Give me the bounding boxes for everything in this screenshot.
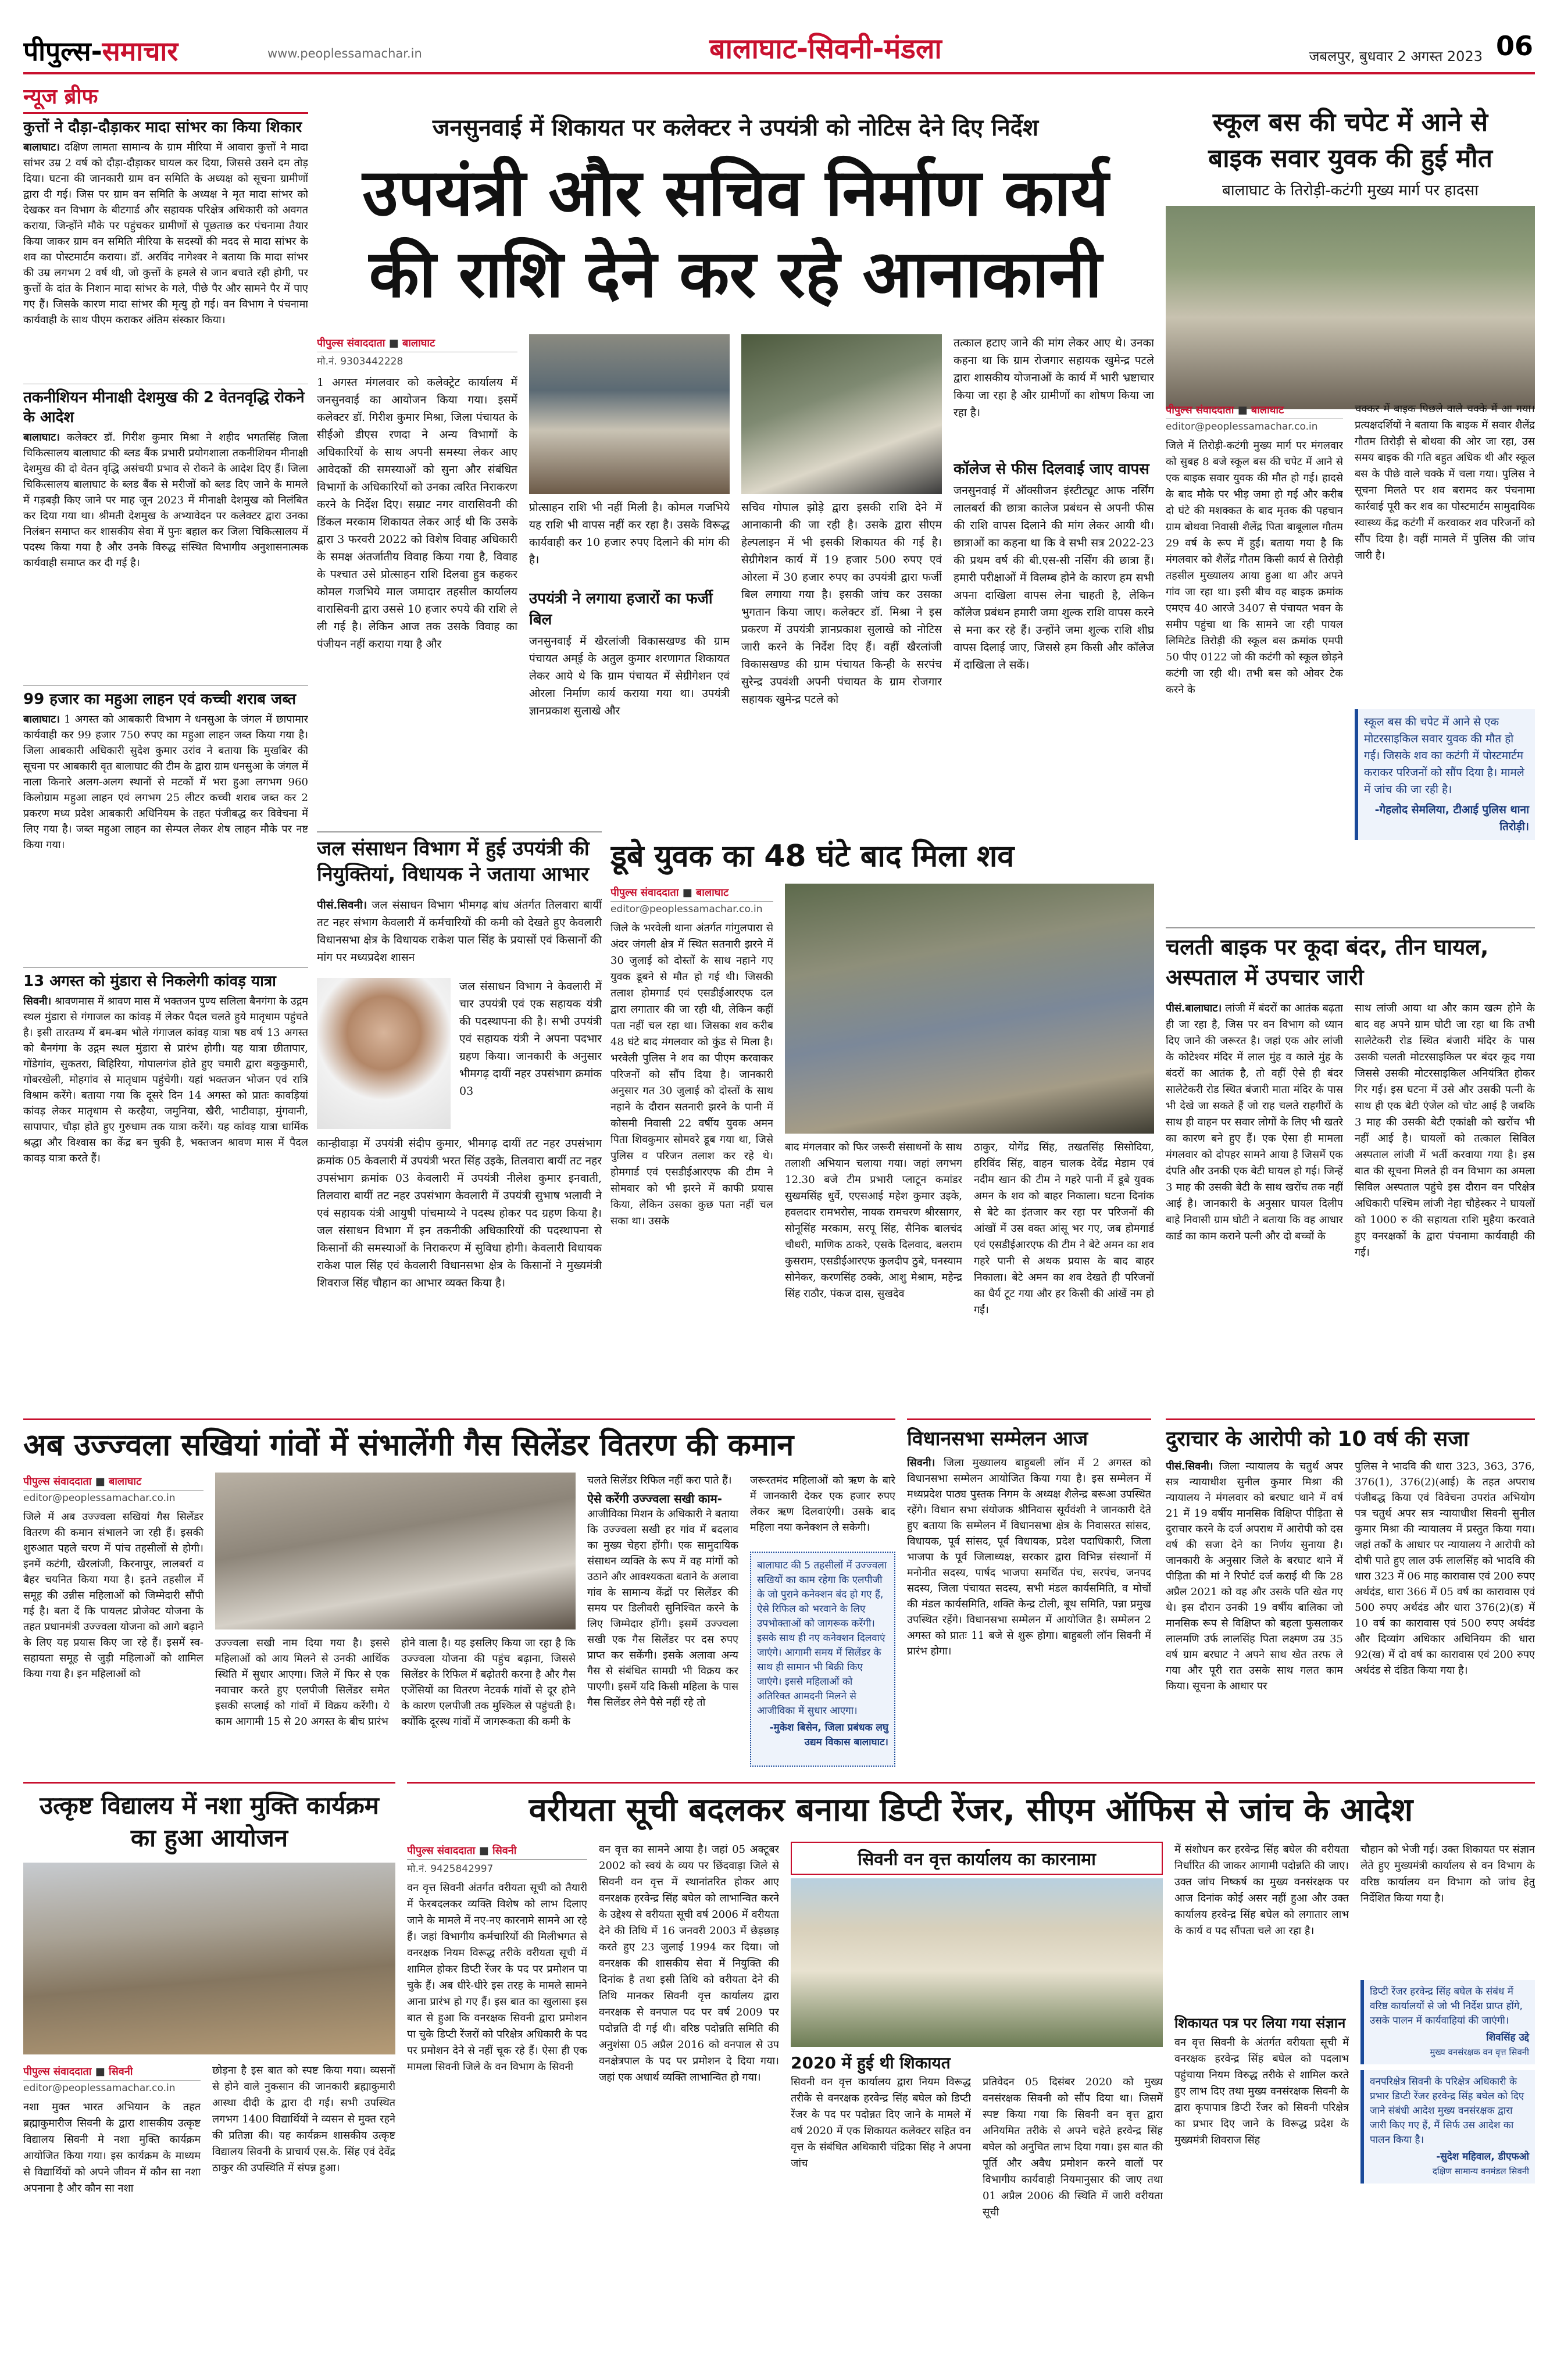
story-text: जनसुनवाई में खैरलांजी विकासखण्ड की ग्राम पंचायत अम्ई के अतुल कुमार शरणागत शिकायत लेकर आये थे कि ग्राम पंचायत में सेग्रीगेशन एवं ओरला निर्माण कार्य कराया गया था। उपयंत्री ज्ञानप्रकाश सुलाखे और xyxy=(529,635,730,717)
subheading: शिकायत पत्र पर लिया गया संज्ञान xyxy=(1174,2015,1346,2031)
news-brief-header: न्यूज ब्रीफ xyxy=(23,81,308,114)
byline: पीपुल्स संवाददाता ■ सिवनी xyxy=(23,2063,201,2081)
ccf-quote: डिप्टी रेंजर हरवेन्द्र सिंह बघेल के संबंध में वरिष्ठ कार्यालयों से जो भी निर्देश प्राप्त होंगे, उसके पालन में कार्यवाहियां की जाएंगी। शिवसिंह उद्दे मुख्य वनसंरक्षक वन वृत्त सिवनी xyxy=(1360,1980,1535,2064)
story-text: वन वृत्त सिवनी अंतर्गत वरीयता सूची को तैयारी में फेरबदलकर व्यक्ति विशेष को लाभ दिलाए जाने के मामले में नए-नए कारनामे सामने आ रहे हैं। जहां विभागीय कर्मचारियों की मिलीभगत से वनरक्षक नियम विरूद्ध तरीके वरीयता सूची में शामिल होकर डिप्टी रेंजर के पद पर प्रमोशन पा चुके हैं। अब धीरे-धीरे इस तरह के मामले सामने आना प्रारंभ हो गए हैं। इस बात का खुलासा इस बात से हुआ कि वनरक्षक सिवनी द्वारा प्रमोशन पा चुके डिप्टी रेंजरों को परिक्षेत्र अधिकारी के पद पर प्रमोशन देने से नहीं चूक रहे हैं। ऐसा ही एक मामला सिवनी जिले के वन विभाग के सिवनी xyxy=(407,1882,587,2073)
lead-kicker: जनसुनवाई में शिकायत पर कलेक्टर ने उपयंत्री को नोटिस देने दिए निर्देश xyxy=(432,115,1039,141)
assembly-conference-story xyxy=(907,1418,1151,1767)
story-text: जल संसाधन विभाग ने केवलारी में चार उपयंत्री एवं एक सहायक यंत्री की पदस्थापना की है। सभी उपयंत्री एवं सहायक यंत्री ने अपना पदभार ग्रहण किया। जानकारी के अनुसार भीमगढ़ दायीं नहर उपसंभाग क्रमांक 03 xyxy=(459,980,602,1098)
story-text: साथ लांजी आया था और काम खत्म होने के बाद वह अपने ग्राम घोटी जा रहा था कि तभी सालेटेकरी रोड स्थित बंजारी मंदिर के पास उसकी चलती मोटरसाइकिल पर बंदर कूद गया जिससे उसकी मोटरसाइकिल अनियंत्रित होकर गिर गई। इस घटना में उसे और उसकी पत्नी के साथ ही एक बेटी एंजेल को चोट आई है जबकि 3 माह की उसकी बेटी एकांक्षी को खरोंच भी नहीं आई है। घायलों को तत्काल सिविल अस्पताल लांजी में भर्ती करवाया गया है। इस बात की सूचना मिलते ही वन विभाग का अमला सिविल अस्पताल पहुंचे इस दौरान वन परिक्षेत्र अधिकारी पश्चिम लांजी नेहा चौहेस्कर ने घायलों को 1000 रु की सहायता राशि मुहैया करवाते हुए वनरक्षकों के द्वारा पंचनामा कार्यवाही की गई। xyxy=(1355,1002,1535,1259)
story-headline: उत्कृष्ट विद्यालय में नशा मुक्ति कार्यक्रम का हुआ आयोजन xyxy=(40,1791,379,1852)
story-text: ठाकुर, योगेंद्र सिंह, तखतसिंह सिसोदिया, हरिविंद सिंह, वाहन चालक देवेंद्र मेडाम एवं नदीम खान की टीम ने गहरे पानी में डूबे युवक अमन के शव को बाहर निकाला। घटना दिनांक से बेटे का इंतजार कर रहा पर परिजनों की आंखों में उस वक्त आंसू भर गए, जब होमगार्ड एवं एसडीईआरएफ की टीम ने बेटे अमन का शव गहरे पानी से अथक प्रयास के बाद बाहर निकाला। बेटे अमन का शव देखते ही परिजनों का धैर्य टूट गया और हर किसी की आंखें नम हो गईं। xyxy=(974,1141,1154,1316)
section-title: बालाघाट-सिवनी-मंडला xyxy=(709,33,942,65)
byline: पीपुल्स संवाददाता ■ बालाघाट xyxy=(610,884,773,902)
story-text: पीसं.बालाघाट। लांजी में बंदरों का आतंक बढ़ता ही जा रहा है, जिस पर वन विभाग को ध्यान दिए जाने की जरूरत है। जहां एक ओर लांजी के कोटेश्वर मंदिर में लाल मुंह व काले मुंह के बंदरों का आतंक है, तो वहीं ऐसे ही बंदर सालेटेकरी रोड स्थित बंजारी माता मंदिर के पास भी देखे जा सकते हैं जो राह चलते राहगीरों के साथ ही वाहन पर सवार लोगों के लिए भी खतरे का कारण बने हुए हैं। एक ऐसा ही मामला मंगलवार को दोपहर सामने आया है जिसमें एक दंपति और उनकी एक बेटी घायल हो गई। जिन्हें 3 माह की उसकी बेटी के साथ खरोंच तक नहीं आई है। जानकारी के अनुसार घायल दिलीप बाहे निवासी ग्राम घोटी ने बताया कि वह आधार कार्ड का काम कराने पत्नी और दो बच्चों के xyxy=(1166,1002,1343,1242)
mla-portrait xyxy=(317,978,451,1129)
story-text: वन वृत्त सिवनी के अंतर्गत वरीयता सूची में वनरक्षक हरवेन्द्र सिंह बघेल को पदलाभ पहुंचाया नियम विरुद्ध तरीके से शामिल करते हुए लाभ दिए तथा मुख्य वनसंरक्षक सिवनी के द्वारा कृपापात्र डिप्टी रेंजर को सिवनी परिक्षेत्र का प्रभार दिए जाने के विरूद्ध प्रदेश के मुख्यमंत्री शिवराज सिंह xyxy=(1174,2036,1349,2146)
story-text: चौहान को भेजी गई। उक्त शिकायत पर संज्ञान लेते हुए मुख्यमंत्री कार्यालय से वन विभाग के वरिष्ठ कार्यालय वन विभाग को जांच हेतु निर्देशित किया गया है। xyxy=(1360,1843,1535,1904)
lead-story xyxy=(317,334,1154,857)
school-story xyxy=(23,1782,395,2363)
brief-text: बालाघाट। दक्षिण लामता सामान्य के ग्राम मीरिया में आवारा कुत्तों ने मादा सांभर उम्र 2 वर्ष को दौड़ा-दौड़ाकर घायल कर दिया, जिससे उसने दम तोड़ दिया। घटना की जानकारी ग्राम वन समिति के अध्यक्ष को सूचना ग्रामीणों द्वारा दी गई। जिस पर ग्राम वन समिति के अध्यक्ष ने मृत मादा सांभर को देखकर वन विभाग के बीटगार्ड और सहायक परिक्षेत्र अधिकारी को अवगत कराया, जिन्होंने मौके पर पहुंचकर ग्रामीणों से पूछताछ कर पंचनामा तैयार किया जाकर ग्राम वन समिति मीरिया के सदस्यों की मदद से मादा सांभर के शव का पोस्टमार्टम कराया। डॉ. अरविंद नागेश्वर ने बताया कि मादा सांभर की उम्र लगभग 2 वर्ष थी, जो कुत्तों के हमले से जान बचाते रही होगी, पर कुत्तों के दांत के निशान मादा सांभर के गले, पीछे पैर और सामने पैर में पाए गए हैं। जिसके कारण मादा सांभर की मृत्यु हो गई। वन विभाग ने पंचनामा कार्यवाही के साथ पीएम कराकर अंतिम संस्कार किया। xyxy=(23,141,308,326)
story-text: चलते सिलेंडर रिफिल नहीं करा पाते हैं। xyxy=(587,1474,732,1486)
subheading: 2020 में हुई थी शिकायत xyxy=(791,2053,951,2072)
office-photo-label: सिवनी वन वृत्त कार्यालय का कारनामा xyxy=(791,1842,1163,1875)
byline: पीपुल्स संवाददाता ■ बालाघाट xyxy=(1166,401,1343,419)
bus-accident-story xyxy=(1166,105,1535,924)
email-address[interactable]: editor@peoplessamachar.co.in xyxy=(23,2082,176,2094)
accident-photo xyxy=(1166,206,1535,409)
news-brief-column xyxy=(23,81,308,1424)
story-text: पुलिस ने भादवि की धारा 323, 363, 376, 376(1), 376(2)(आई) के तहत अपराध पंजीबद्ध किया एवं विवेचना उपरांत अभियोग पत्र चतुर्थ अपर सत्र न्यायाधीश सिवनी सुनील कुमार मिश्रा की न्यायालय में प्रस्तुत किया गया। जहां तर्कों के आधार पर न्यायालय ने आरोपी को दोषी पाते हुए लाल उर्फ लालसिंह को भादवि की धारा 323 में 06 माह कारावास एवं 200 रुपए अर्थदंड, धारा 366 में 05 वर्ष का कारावास एवं 500 रुपए अर्थदंड और धारा 376(2)(ड) में 10 वर्ष का कारावास एवं 500 रुपए अर्थदंड और दिव्यांग अधिकार अधिनियम की धारा 92(ख) में दो वर्ष का कारावास एवं 200 रुपए अर्थदंड से दंडित किया गया है। xyxy=(1355,1460,1535,1677)
story-text: कान्हीवाड़ा में उपयंत्री संदीप कुमार, भीमगढ़ दायीं तट नहर उपसंभाग क्रमांक 05 केवलारी में उपयंत्री भरत सिंह उइके, तिलवारा बायीं तट नहर उपसंभाग क्रमांक 03 केवलारी में उपयंत्री नीलेश कुमार इनवाती, तिलवारा बायीं तट नहर उपसंभाग केवलारी में उपयंत्री सुभाष भलावी ने एवं सहायक यंत्री आयुषी पांचमाय्ये ने पदस्थ होकर पद ग्रहण किया है। जल संसाधन विभाग में इन तकनीकी अधिकारियों की पदस्थापना से किसानों की समस्याओं के निराकरण में सुविधा होगी। केवलारी विधायक राकेश पाल सिंह एवं केवलारी विधानसभा क्षेत्र के किसानों ने मुख्यमंत्री शिवराज सिंह चौहान का आभार व्यक्त किया है। xyxy=(317,1137,602,1289)
page-number: 06 xyxy=(1495,30,1533,62)
story-text: प्रोत्साहन राशि भी नहीं मिली है। कोमल गजभिये यह राशि भी वापस नहीं कर रहा है। उसके विरूद्ध कार्यवाही कर 10 हजार रुपए दिलाने की मांग की है। xyxy=(529,501,730,566)
police-quote: स्कूल बस की चपेट में आने से एक मोटरसाइकिल सवार युवक की मौत हो गई। जिसके शव का कटंगी में पोस्टमार्टम कराकर परिजनों को सौंप दिया है। मामले में जांच की जा रही है। -गेहलोद सेमलिया, टीआई पुलिस थाना तिरोड़ी। xyxy=(1355,709,1535,840)
story-text: छोड़ना है इस बात को स्पष्ट किया गया। व्यसनों से होने वाले नुकसान की जानकारी ब्रह्माकुमारी आस्था दीदी के द्वारा दी गई। सभी उपस्थित लगभग 1400 विद्यार्थियों ने व्यसन से मुक्त रहने की प्रतिज्ञा की। यह कार्यक्रम शासकीय उत्कृष्ट विद्यालय सिवनी के प्राचार्य एस.के. सिंह एवं देवेंद्र ठाकुर की उपस्थिति में संपन्न हुआ। xyxy=(212,2064,395,2174)
byline: पीपुल्स संवाददाता ■ सिवनी xyxy=(407,1842,587,1860)
story-text: प्रतिवेदन 05 दिसंबर 2020 को मुख्य वनसंरक्षक सिवनी को सौंप दिया था। जिसमें स्पष्ट किया गया कि सिवनी वन वृत्त द्वारा अनियमित तरीके से अपने चहेते हरवेन्द्र सिंह बघेल को अनुचित लाभ दिया गया। इस बात की पूर्ति और अवैध प्रमोशन करने वालों पर विभागीय कार्यवाही नियमानुसार की जाए तथा 01 अप्रैल 2006 की स्थिति में जारी वरीयता सूची xyxy=(983,2076,1163,2218)
ujjwala-story xyxy=(23,1418,895,1767)
brief-text: बालाघाट। कलेक्टर डॉ. गिरीश कुमार मिश्रा ने शहीद भगतसिंह जिला चिकित्सालय बालाघाट की ब्लड बैंक प्रभारी प्रयोगशाला तकनीशियन मीनाक्षी देशमुख की दो वेतन वृद्धि असंचयी प्रभाव से रोकने के आदेश दिए हैं। जिला चिकित्सालय बालाघाट के ब्लड बैंक से मरीजों को ब्लड दिए जाने के मामले में गड़बड़ी किए जाने पर माह जून 2023 में मीनाक्षी देशमुख को निलंबित कर दिया गया था। श्रीमती देशमुख के अभ्यावेदन पर कलेक्टर द्वारा उनका निलंबन समाप्त कर शासकीय सेवा में पुनः बहाल कर जिला चिकित्सालय में पदस्थ किया गया है और उनके विरुद्ध संस्थित विभागीय अनुशासनात्मक कार्यवाही समाप्त कर दी गई है। xyxy=(23,431,308,569)
story-text: पीसं.सिवनी। जल संसाधन विभाग भीमगढ़ बांध अंतर्गत तिलवारा बायीं तट नहर संभाग केवलारी में कर्मचारियों की कमी को देखते हुए केवलारी विधानसभा क्षेत्र के विधायक राकेश पाल सिंह के प्रयासों एवं किसानों की मांग पर मध्यप्रदेश शासन xyxy=(317,899,602,964)
story-text: तत्काल हटाए जाने की मांग लेकर आए थे। उनका कहना था कि ग्राम रोजगार सहायक खुमेन्द्र पटले द्वारा शासकीय योजनाओं के कार्य में भारी भ्रष्टाचार किया जा रहा है और ग्रामीणों का शोषण किया जा रहा है। xyxy=(954,337,1154,419)
website-url[interactable]: www.peoplessamachar.in xyxy=(267,47,422,60)
mobile-number: मो.नं. 9303442228 xyxy=(317,356,403,367)
water-story xyxy=(317,831,602,1407)
masthead xyxy=(23,26,1535,74)
hearing-photo xyxy=(529,334,730,494)
email-address[interactable]: editor@peoplessamachar.co.in xyxy=(1166,421,1318,433)
court-sentence-story xyxy=(1166,1418,1535,1767)
subheading: कॉलेज से फीस दिलवाई जाए वापस xyxy=(954,460,1149,478)
dateline: जबलपुर, बुधवार 2 अगस्त 2023 xyxy=(1309,48,1483,65)
hearing-photo xyxy=(741,334,942,494)
ujjwala-meeting-photo xyxy=(215,1473,576,1629)
story-text: जिले के भरवेली थाना अंतर्गत गांगुलपारा से अंदर जंगली क्षेत्र में स्थित सतनारी झरने में 30 जुलाई को दोस्तों के साथ नहाने गए युवक डूबने से मौत हो गई थी। जिसकी तलाश होमगार्ड एवं एसडीईआरएफ दल द्वारा लगातार की जा रही थी, लेकिन कहीं पता नहीं चल रहा था। जिसका शव करीब 48 घंटे बाद मंगलवार को कुंड से मिला है। भरवेली पुलिस ने शव का पीएम करवाकर परिजनों को सौंप दिया है। जानकारी अनुसार गत 30 जुलाई को दोस्तों के साथ नहाने के दौरान सतनारी झरने के पानी में कोसमी निवासी 22 वर्षीय युवक अमन पिता शिवकुमार सोमवरे डूब गया था, जिसे पुलिस व परिजन तलाश कर रहे थे। होमगार्ड एवं एसडीईआरएफ की टीम ने सोमवार को भी झरने में काफी प्रयास किया, लेकिन उसका कुछ पता नहीं चल सका था। उसके xyxy=(610,922,773,1227)
mobile-number: मो.नं. 9425842997 xyxy=(407,1863,494,1875)
story-text: सिवनी। जिला मुख्यालय बाहुबली लॉन में 2 अगस्त को विधानसभा सम्मेलन आयोजित किया गया है। इस सम्मेलन में मध्यप्रदेश पाठ्य पुस्तक निगम के अध्यक्ष शैलेन्द्र बरूआ उपस्थित रहेंगे। विधान सभा संयोजक श्रीनिवास सूर्यवंशी ने जानकारी देते हुए बताया कि सम्मेलन में विधानसभा क्षेत्र के निवासरत सांसद, विधायक, पूर्व सांसद, पूर्व विधायक, प्रदेश पदाधिकारी, जिला भाजपा के पूर्व जिलाध्यक्ष, सरकार द्वारा विभिन्न संस्थानों में मनोनीत सदस्य, पार्षद भाजपा समर्थित पंच, सरपंच, जनपद सदस्य, जिला पंचायत सदस्य, सभी मंडल कार्यसमिति, व मोर्चों की मंडल कार्यसमिति, शक्ति केन्द्र टोली, बूथ समिति, पन्ना प्रमुख उपस्थित रहेंगे। विधानसभा सम्मेलन में आयोजित है। सम्मेलन 2 अगस्त को प्रातः 11 बजे से शुरू होगा। बाहुबली लॉन सिवनी में प्रारंभ होगा। xyxy=(907,1457,1151,1657)
brief-title: 13 अगस्त को मुंडारा से निकलेगी कांवड़ यात्रा xyxy=(23,967,308,991)
publication-logo: पीपुल्स-समाचार xyxy=(23,35,178,67)
story-text: में संशोधन कर हरवेन्द्र सिंह बघेल की वरीयता निर्धारित की जाकर आगामी पदोन्नति की जाए। उक्त जांच निष्कर्ष का मुख्य वनसंरक्षक पर आज दिनांक कोई असर नहीं हुआ और उक्त कार्यालय हरवेन्द्र सिंह बघेल को लगातार लाभ के कार्य व पद सौंपता चले आ रहा है। xyxy=(1174,1843,1349,1937)
story-headline: चलती बाइक पर कूदा बंदर, तीन घायल, अस्पताल में उपचार जारी xyxy=(1166,934,1489,990)
story-text: जरूरतमंद महिलाओं को ऋण के बारे में जानकारी देकर एक हजार रुपए लेकर ऋण दिलवाएंगी। उसके बाद महिला नया कनेक्शन ले सकेगी। xyxy=(750,1474,895,1534)
story-text: सचिव गोपाल झोड़े द्वारा इसकी राशि देने में आनाकानी की जा रही है। उसके द्वारा सीएम हेल्पलाइन में भी इसकी शिकायत की गई है। सेग्रीगेशन कार्य में 19 हजार 500 रुपए एवं ओरला में 30 हजार रुपए का उपयंत्री द्वारा फर्जी बिल लगाया गया है। इसकी जांच कर उसका भुगतान किया जाए। कलेक्टर डॉ. मिश्रा ने इस प्रकरण में उपयंत्री ज्ञानप्रकाश सुलाखे को नोटिस जारी करने के निर्देश दिए हैं। वहीं खैरलांजी विकासखण्ड की ग्राम पंचायत किन्ही के सरपंच सुरेन्द्र उपवंशी अपनी पंचायत के ग्राम रोजगार सहायक खुमेन्द्र पटले को xyxy=(741,501,942,706)
subheading: उपयंत्री ने लगाया हजारों का फर्जी बिल xyxy=(529,590,713,628)
story-text: आजीविका मिशन के अधिकारी ने बताया कि उज्ज्वला सखी हर गांव में बदलाव का मुख्य चेहरा होंगी। एक सामुदायिक संसाधन व्यक्ति के रूप में वह मांगों को उठाने और आवश्यकता बताने के अलावा गांव के सामान्य केंद्रों पर सिलेंडर की समय पर डिलीवरी सुनिश्चित करने के लिए जिम्मेदार होंगी। इसमें उज्ज्वला सखी एक गैस सिलेंडर पर दस रुपए प्राप्त कर सकेंगी। इसके अलावा अन्य गैस से संबंधित सामग्री भी विक्रय कर पाएगी। इसमें यदि किसी महिला के पास गैस सिलेंडर लेने पैसे नहीं रहे तो xyxy=(587,1508,738,1709)
brief-text: सिवनी। श्रावणमास में श्रावण मास में भक्तजन पुण्य सलिला बैनगंगा के उद्गम स्थल मुंडारा से गंगाजल का कांवड़ में लेकर पैदल चलते हुये मातृधाम पहुंचते है। इसी तारतम्य में बम-बम भोले गंगाजल कांवड़ यात्रा षष्ठ वर्ष 13 अगस्त को बैनगंगा के उद्गम स्थल मुंडारा से प्रारंभ होगी। यह यात्रा छीतापार, गोंडेगांव, सुकतरा, बिहिरिया, गोपालगंज होते हुए चमारी द्वारा बकुकुमारी, गोबरखेली, मोहगांव से मातृधाम पहुंचेगी। यहां भक्तजन भोजन एवं रात्रि विश्राम करेंगे। बताया गया कि दूसरे दिन 14 अगस्त को प्रातः कावड़ियां कांवड़ लेकर मातृधाम से करहैया, जमुनिया, खैरी, भाटीवाड़ा, मुंगवानी, सापापार, चौड़ा होते हुए गुरुधाम तक यात्रा करेंगे। यह कांवड़ यात्रा धार्मिक श्रद्धा और विश्वास का केंद्र बन चुकी है, भक्तजन श्रावण मास में पैदल कावड़ यात्रा करते हैं। xyxy=(23,995,308,1164)
story-text: सिवनी वन वृत्त कार्यालय द्वारा नियम विरूद्ध तरीके से वनरक्षक हरवेन्द्र सिंह बघेल को डिप्टी रेंजर के पद पर पदोन्नत दिए जाने के मामले में वर्ष 2020 में एक शिकायत कलेक्टर सहित वन वृत्त के संबंधित अधिकारी चंद्रिका सिंह ने अपना जांच xyxy=(791,2076,971,2170)
story-text: पीसं.सिवनी। जिला न्यायालय के चतुर्थ अपर सत्र न्यायाधीश सुनील कुमार मिश्रा की न्यायालय ने मंगलवार को बरघाट थाने में वर्ष 21 में 19 वर्षीय मानसिक विक्षिप्त पीड़िता से दुराचार करने के दर्ज अपराध में आरोपी को दस वर्ष की सजा देने का निर्णय सुनाया है। जानकारी के अनुसार जिले के बरघाट थाने में पीड़िता की मां ने रिपोर्ट दर्ज कराई थी कि 28 अप्रैल 2021 को वह और उसके पति खेत गए थे। इस दौरान उनकी 19 वर्षीय बालिका जो मानसिक रूप से विक्षिप्त को बहला फुसलाकर लालमणि उर्फ लालसिंह पिता लक्ष्मण उम्र 35 वर्ष ग्राम बरघाट ने अपने साथ खेत तरफ ले गया और पूरी रात उसके साथ गलत काम किया। सूचना के आधार पर xyxy=(1166,1460,1343,1692)
story-headline: डूबे युवक का 48 घंटे बाद मिला शव xyxy=(610,839,1015,874)
monkey-story xyxy=(1166,927,1535,1407)
story-headline: दुराचार के आरोपी को 10 वर्ष की सजा xyxy=(1166,1427,1469,1451)
subheading: ऐसे करेंगी उज्ज्वला सखी काम- xyxy=(587,1492,722,1506)
lead-headline: उपयंत्री और सचिव निर्माण कार्य की राशि देने कर रहे आनाकानी xyxy=(362,155,1109,312)
email-address[interactable]: editor@peoplessamachar.co.in xyxy=(610,903,763,915)
story-text: 1 अगस्त मंगलवार को कलेक्ट्रेट कार्यालय में जनसुनवाई का आयोजन किया गया। इसमें कलेक्टर डॉ. गिरीश कुमार मिश्रा, जिला पंचायत के सीईओ डीएस रणदा ने अन्य विभागों के अधिकारियों के साथ अपनी समस्या लेकर आए आवेदकों की समस्याओं को सुना और संबंधित विभागों के अधिकारियों को उनका त्वरित निराकरण करने के निर्देश दिए। सम्राट नगर वारासिवनी की डिंकल मरकाम शिकायत लेकर आई थी कि उसके द्वारा 3 फरवरी 2022 को विशेष विवाह अधिकारी के समक्ष अंतर्जातीय विवाह किया गया है, विवाह के पश्चात उसे प्रोत्साहन राशि दिलवा हुत्र कहकर कोमल गजभिये माल जमादार तहसील कार्यालय वारासिवनी द्वारा उससे 10 हजार रुपये की राशि ले ली गई है। लेकिन आज तक उसके विवाह का पंजीयन नहीं कराया गया है और xyxy=(317,376,517,651)
drowning-story xyxy=(610,837,1154,1407)
story-headline: वरीयता सूची बदलकर बनाया डिप्टी रेंजर, सीएम ऑफिस से जांच के आदेश xyxy=(528,1791,1413,1829)
dfo-quote: वनपरिक्षेत्र सिवनी के परिक्षेत्र अधिकारी के प्रभार डिप्टी रेंजर हरवेन्द्र सिंह बघेल को दिए जाने संबंधी आदेश मुख्य वनसंरक्षक द्वारा जारी किए गए हैं, मैं सिर्फ उस आदेश का पालन किया है। -सुदेश महिवाल, डीएफओ दक्षिण सामान्य वनमंडल सिवनी xyxy=(1360,2070,1535,2184)
email-address[interactable]: editor@peoplessamachar.co.in xyxy=(23,1492,176,1504)
story-text: वन वृत्त का सामने आया है। जहां 05 अक्टूबर 2002 को स्वयं के व्यय पर छिंदवाड़ा जिले से सिवनी वन वृत्त में स्थानांतरित होकर आए वनरक्षक हरवेन्द्र सिंह बघेल को लाभान्वित करने के उद्देश्य से वरीयता सूची वर्ष 2006 में वरीयता देने की तिथि में 16 जनवरी 2003 में छेड़छाड़ करते हुए 23 जुलाई 1994 कर दिया। जो वनरक्षक की शासकीय सेवा में नियुक्ति की दिनांक है तथा इसी तिथि को वरीयता देने की तिथि मानकर सिवनी वृत्त कार्यालय द्वारा वनरक्षक से वनपाल पद पर वर्ष 2009 पर पदोन्नति दी गई थी। वरिष्ठ पदोन्नति समिति की अनुशंसा 05 अप्रैल 2016 को वनपाल से उप वनक्षेत्रपाल के पद पर प्रमोशन दे दिया गया। जहां एक अधार्थ व्यक्ति लाभान्वित हो गया। xyxy=(599,1843,779,2084)
manager-quote: बालाघाट की 5 तहसीलों में उज्ज्वला सखियों का काम रहेगा कि एलपीजी के जो पुराने कनेक्शन बंद हो गए हैं, ऐसे रिफिल को भरवाने के लिए उपभोक्ताओं को जागरूक करेंगी। इसके साथ ही नए कनेक्शन दिलवाएं जाएंगे। आगामी समय में सिलेंडर के साथ ही सामान भी बिक्री किए जाएंगे। इससे महिलाओं को अतिरिक्त आमदनी मिलने से आजीविका में सुधार आएगा। -मुकेश बिसेन, जिला प्रबंधक लघु उद्यम विकास बालाघाट। xyxy=(750,1552,895,1767)
byline: पीपुल्स संवाददाता ■ बालाघाट xyxy=(23,1473,203,1491)
story-text: होने वाला है। यह इसलिए किया जा रहा है कि उज्ज्वला योजना की पहुंच बढ़ाना, जिससे सिलेंडर के रिफिल में बढ़ोतरी करना है और गैस एजेंसियों का वितरण नेटवर्क गांवों से दूर होने के कारण एलपीजी तक मुश्किल से पहुंचती है। क्योंकि दूरस्थ गांवों में जागरूकता की कमी के xyxy=(401,1637,576,1728)
story-text: चक्कर में बाइक पिछले वाले चक्के में आ गया। प्रत्यक्षदर्शियों ने बताया कि बाइक में सवार शैलेंद्र गौतम तिरोड़ी से बोथवा की ओर जा रहा, उस समय बाइक की गति बहुत अधिक थी और स्कूल बस के पीछे वाले चक्के में चला गया। पुलिस ने सूचना मिलते पर शव बरामद कर पंचनामा कार्रवाई पूरी कर शव का पोस्टमार्टम सामुदायिक स्वास्थ्य केंद्र कटंगी में करवाकर शव परिजनों को सौंप दिया है। वहीं मामले में पुलिस की जांच जारी है। xyxy=(1355,403,1535,562)
story-text: जनसुनवाई में ऑक्सीजन इंस्टीट्यूट आफ नर्सिंग लालबर्रा की छात्रा कालेज प्रबंधन से अपनी फीस की राशि वापस दिलाने की मांग लेकर आयी थी। छात्राओं का कहना था कि वे सभी सत्र 2022-23 की प्रथम वर्ष की बी.एस-सी नर्सिंग की छात्रा हैं। हमारी परीक्षाओं में विलम्ब होने के कारण हम सभी अपना दाखिला वापस लेना चाहती है, लेकिन कॉलेज प्रबंधन हमारी जमा शुल्क राशि वापस करने से मना कर रहे हैं। उन्होंने जमा शुल्क राशि शीघ्र वापस दिलाई जाए, जिससे हम किसी और कॉलेज में दाखिला ले सकें। xyxy=(954,484,1154,671)
story-headline: स्कूल बस की चपेट में आने से बाइक सवार युवक की हुई मौत xyxy=(1208,108,1492,173)
deputy-ranger-story xyxy=(407,1782,1535,2363)
story-text: नशा मुक्त भारत अभियान के तहत ब्रह्माकुमारीज सिवनी के द्वारा शासकीय उत्कृष्ट विद्यालय सिवनी मे नशा मुक्ति कार्यक्रम आयोजित किया गया। इस कार्यक्रम के माध्यम से विद्यार्थियों को अपने जीवन में कौन सा नशा अपनाना है और कौन सा नशा xyxy=(23,2101,201,2195)
brief-text: बालाघाट। 1 अगस्त को आबकारी विभाग ने धनसुआ के जंगल में छापामार कार्यवाही कर 99 हजार 750 रुपए का महुआ लाहन जब्त किया गया है। जिला आबकारी अधिकारी सुदेश कुमार उरांव ने बताया कि मुखबिर की सूचना पर आबकारी वृत बालाघाट की टीम के द्वारा ग्राम धनसुआ के जंगल में नाला किनारे अलग-अलग स्थानों से मटकों में भरा हुआ लगभग 960 किलोग्राम महुआ लाहन एवं लगभग 25 लीटर कच्ची शराब जब्त कर 2 प्रकरण मध्य प्रदेश आबकारी अधिनियम के तहत पंजीबद्ध कर विवेचना में लिए गया है। जब्त महुआ लाहन का सेम्पल लेकर शेष लाहन मौके पर नष्ट किया गया। xyxy=(23,713,308,851)
story-headline: विधानसभा सम्मेलन आज xyxy=(907,1427,1088,1450)
story-text: बाद मंगलवार को फिर जरूरी संसाधनों के साथ तलाशी अभियान चलाया गया। जहां लगभग 12.30 बजे टीम प्रभारी प्लाटून कमांडर सुखमसिंह धुर्वे, एएसआई महेश कुमार उइके, हवलदार रामभरोस, नायक रामचरण श्रीरसागर, सोनूसिंह मरकाम, सरपू सिंह, सैनिक बालचंद चौधरी, माणिक ठाकरे, एसके दिलवाद, बलराम कुसराम, एसडीईआरएफ कुलदीप ठुबे, घनस्याम सोनेकर, करणसिंह ठक्के, आशु मेश्राम, महेन्द्र सिंह राठौर, पंकज दास, सुखदेव xyxy=(785,1141,962,1300)
brief-title: तकनीशियन मीनाक्षी देशमुख की 2 वेतनवृद्धि रोकने के आदेश xyxy=(23,384,308,427)
river-rescue-photo xyxy=(785,884,1154,1134)
story-deck: बालाघाट के तिरोड़ी-कटंगी मुख्य मार्ग पर हादसा xyxy=(1222,182,1479,199)
brief-title: कुत्तों ने दौड़ा-दौड़ाकर मादा सांभर का किया शिकार xyxy=(23,119,302,136)
byline: पीपुल्स संवाददाता ■ बालाघाट xyxy=(317,334,517,352)
story-text: जिले में तिरोड़ी-कटंगी मुख्य मार्ग पर मंगलवार को सुबह 8 बजे स्कूल बस की चपेट में आने से एक बाइक सवार युवक की मौत हो गई। हादसे के बाद मौके पर भीड़ जमा हो गई और करीब दो घंटे की मशक्कत के बाद मृतक की पहचान ग्राम बोथवा निवासी शैलेंद्र पिता बाबूलाल गौतम 29 वर्ष के रूप में हुई। बताया गया है कि मंगलवार को शैलेंद्र गौतम किसी कार्य से तिरोड़ी तहसील मुख्यालय आया हुआ था और अपने गांव जा रहा था। इसी बीच वह बाइक क्रमांक एमएच 40 आरजे 3407 से पंचायत भवन के समीप पहुंचा था कि सामने जा रही पायल लिमिटेड तिरोड़ी की स्कूल बस क्रमांक एमपी 50 पीए 0122 जो की कटंगी को स्कूल छोड़ने कटंगी जा रही थी। तभी बस को ओवर टेक करने के xyxy=(1166,439,1343,696)
story-headline: जल संसाधन विभाग में हुई उपयंत्री की नियुक्तियां, विधायक ने जताया आभार xyxy=(317,837,590,886)
story-text: उज्ज्वला सखी नाम दिया गया है। इससे महिलाओं को आय मिलने से उनकी आर्थिक स्थिति में सुधार आएगा। जिले में फिर से एक नवाचार करते हुए एलपीजी सिलेंडर समेत इसकी सप्लाई को गांवों में विक्रय करेंगी। ये काम आगामी 15 से 20 अगस्त के बीच प्रारंभ xyxy=(215,1637,390,1728)
brief-title: 99 हजार का महुआ लाहन एवं कच्ची शराब जब्त xyxy=(23,685,308,709)
story-headline: अब उज्ज्वला सखियां गांवों में संभालेंगी गैस सिलेंडर वितरण की कमान xyxy=(23,1428,794,1463)
forest-office-photo xyxy=(791,1878,1163,2047)
story-text: जिले में अब उज्ज्वला सखियां गैस सिलेंडर वितरण की कमान संभालने जा रही हैं। इसकी शुरुआत पहले चरण में पांच तहसीलों से होगी। इनमें कटंगी, खैरलांजी, किरनापुर, लालबर्रा व बैहर चयनित किया गया है। इतने तहसील में समूह की उन्नीस महिलाओं को जिम्मेदारी सौंपी गई है। बता दें कि पायलट प्रोजेक्ट योजना के तहत प्रधानमंत्री उज्ज्वला योजना को आगे बढ़ाने के लिए यह प्रयास किए जा रहे हैं। इसमें स्व-सहायता समूह से जुड़ी महिलाओं को शामिल किया गया है। इन महिलाओं को xyxy=(23,1511,203,1680)
school-assembly-photo xyxy=(23,1863,395,2054)
